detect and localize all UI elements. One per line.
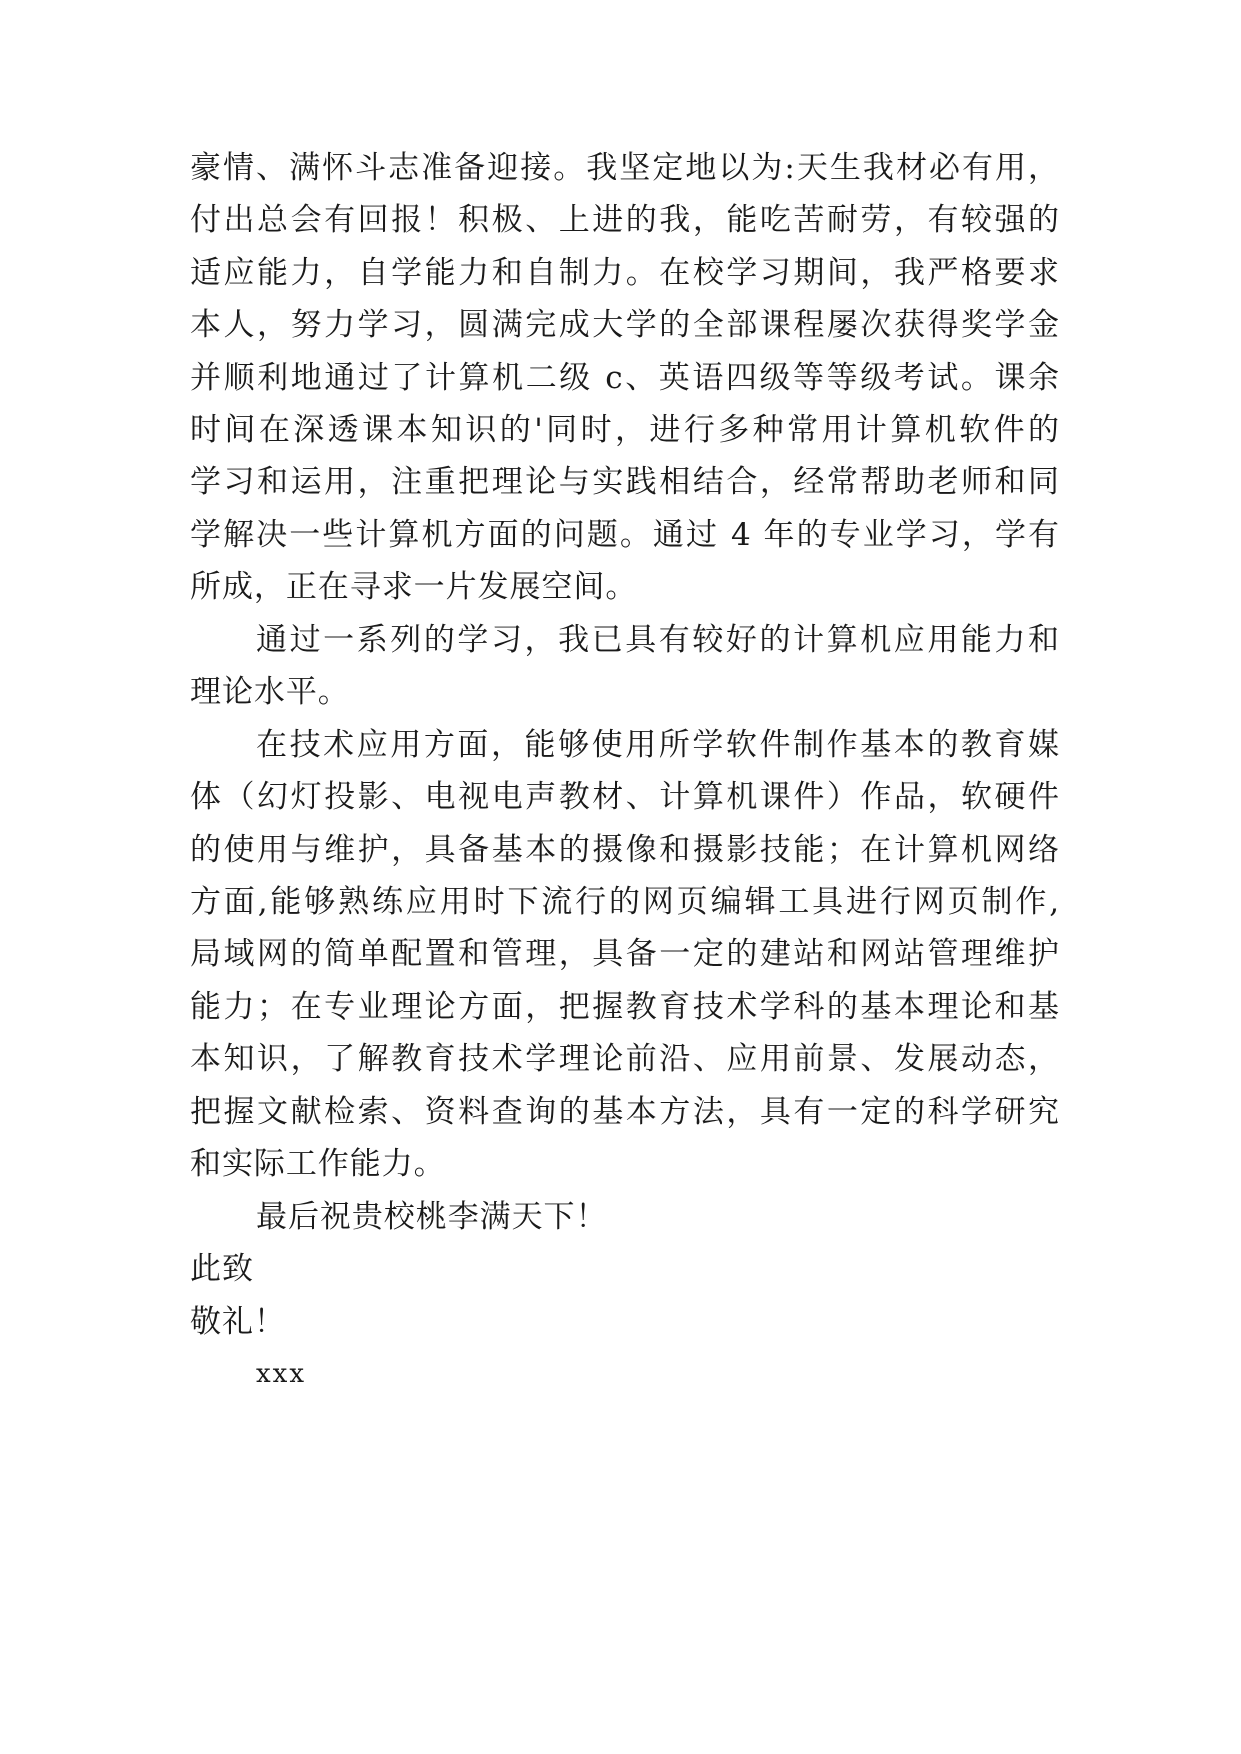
paragraph-line: 时间在深透课本知识的'同时，进行多种常用计算机软件的 (190, 412, 1060, 448)
paragraph-line: 把握文献检索、资料查询的基本方法，具有一定的科学研究 (190, 1094, 1060, 1130)
paragraph-line: 通过一系列的学习，我已具有较好的计算机应用能力和 (256, 622, 1060, 658)
paragraph-line: 方面,能够熟练应用时下流行的网页编辑工具进行网页制作, (190, 884, 1060, 920)
salutation-line-2: 敬礼！ (190, 1304, 286, 1340)
paragraph-line: 付出总会有回报！积极、上进的我，能吃苦耐劳，有较强的 (190, 202, 1060, 238)
paragraph-line: 学习和运用，注重把理论与实践相结合，经常帮助老师和同 (190, 464, 1060, 500)
paragraph-line: 所成，正在寻求一片发展空间。 (190, 569, 638, 605)
paragraph-line: 理论水平。 (190, 674, 350, 710)
paragraph-line: 并顺利地通过了计算机二级 c、英语四级等等级考试。课余 (190, 360, 1060, 396)
paragraph-line: 的使用与维护，具备基本的摄像和摄影技能；在计算机网络 (190, 832, 1060, 868)
salutation-line-1: 此致 (190, 1251, 254, 1287)
paragraph-line: 本知识，了解教育技术学理论前沿、应用前景、发展动态， (190, 1041, 1060, 1077)
closing-wish: 最后祝贵校桃李满天下！ (256, 1199, 608, 1235)
paragraph-line: 适应能力，自学能力和自制力。在校学习期间，我严格要求 (190, 255, 1060, 291)
paragraph-line: 体（幻灯投影、电视电声教材、计算机课件）作品，软硬件 (190, 779, 1060, 815)
paragraph-line: 本人，努力学习，圆满完成大学的全部课程屡次获得奖学金 (190, 307, 1060, 343)
signature: xxx (256, 1359, 306, 1389)
paragraph-line: 和实际工作能力。 (190, 1146, 446, 1182)
paragraph-line: 能力；在专业理论方面，把握教育技术学科的基本理论和基 (190, 989, 1060, 1025)
paragraph-line: 在技术应用方面，能够使用所学软件制作基本的教育媒 (256, 727, 1060, 763)
paragraph-line: 学解决一些计算机方面的问题。通过 4 年的专业学习，学有 (190, 517, 1060, 553)
paragraph-line: 局域网的简单配置和管理，具备一定的建站和网站管理维护 (190, 936, 1060, 972)
paragraph-line: 豪情、满怀斗志准备迎接。我坚定地以为:天生我材必有用， (190, 150, 1060, 186)
